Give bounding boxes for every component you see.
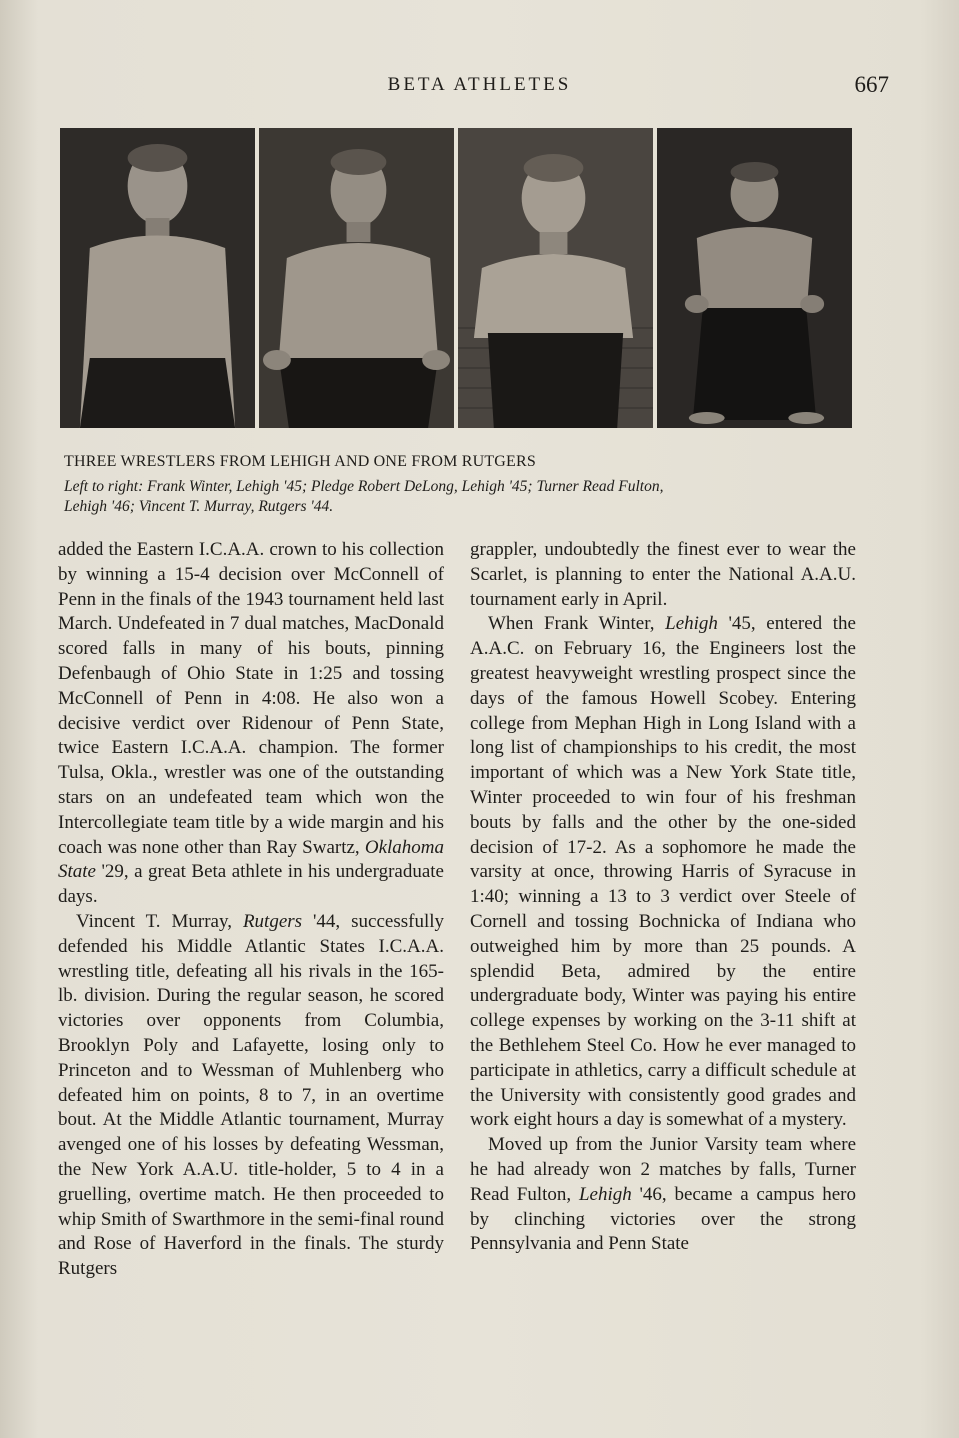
paragraph-text: '46, became a campus hero by clinching victories over the strong Pennsylvania and Penn State <box>470 1183 856 1255</box>
wrestler-photo-1 <box>60 128 255 428</box>
wrestler-photo-3 <box>458 128 653 428</box>
left-column <box>58 538 444 1282</box>
photo-turner-read-fulton <box>458 128 653 428</box>
page-number: 667 <box>854 72 889 97</box>
photo-vincent-murray <box>657 128 852 428</box>
caption-credits-line-1: Left to right: Frank Winter, Lehigh '45; Pledge Robert DeLong, Lehigh '45; Turner Read Fulton, <box>64 478 664 495</box>
school-name: Oklahoma State <box>58 836 444 883</box>
paragraph-macdonald <box>58 538 444 910</box>
wrestler-photo-2 <box>259 128 454 428</box>
paragraph-text: '44, successfully defended his Middle Atlantic States I.C.A.A. wrestling title, defeating all his rivals in the 165-lb. division. During the regular season, he scored victories over opponents from Columbia, Brooklyn Poly and Lafayette, losing only to Princeton and to Wessman of Muhlenberg who defeated him on points, 8 to 7, in an overtime bout. At the Middle Atlantic tournament, Murray avenged one of his losses by defeating Wessman, the New York A.A.U. title-holder, 5 to 4 in a gruelling, overtime match. He then proceeded to whip Smith of Swarthmore in the semi-final round and Rose of Haverford in the finals. The sturdy Rutgers <box>58 910 444 1280</box>
right-column <box>470 538 856 1257</box>
photo-frank-winter <box>60 128 255 428</box>
paragraph-winter <box>470 612 856 1133</box>
caption-title: THREE WRESTLERS FROM LEHIGH AND ONE FROM RUTGERS <box>64 453 536 470</box>
school-name: Rutgers <box>242 910 303 932</box>
paragraph-murray-continued: grappler, undoubtedly the finest ever to wear the Scarlet, is planning to enter the National A.A.U. tournament early in April. <box>470 539 856 610</box>
running-head <box>60 72 899 102</box>
paragraph-text: '29, a great Beta athlete in his undergraduate days. <box>58 861 444 908</box>
school-name: Lehigh <box>578 1183 632 1205</box>
paragraph-text: added the Eastern I.C.A.A. crown to his collection by winning a 15-4 decision over McConnell of Penn in the finals of the 1943 tournament held last March. Undefeated in 7 dual matches, MacDonald scored falls in many of his bouts, pinning Defenbaugh of Ohio State in 1:25 and tossing McConnell of Penn in 4:08. He also won a decisive verdict over Ridenour of Penn State, twice Eastern I.C.A.A. champion. The former Tulsa, Okla., wrestler was one of the outstanding stars on an undefeated team which won the Intercollegiate team title by a wide margin and his coach was none other than Ray Swartz, <box>58 539 444 858</box>
photo-caption <box>64 452 864 517</box>
school-name: Lehigh <box>665 613 718 635</box>
paragraph-murray <box>58 910 444 1282</box>
paragraph-text: When Frank Winter, <box>488 613 666 635</box>
paragraph-text: Vincent T. Murray, <box>76 910 243 932</box>
paragraph-text: Moved up from the Junior Varsity team where he had already won 2 matches by falls, Turner Read Fulton, <box>470 1134 856 1205</box>
caption-credits-line-2: Lehigh '46; Vincent T. Murray, Rutgers '44. <box>64 498 334 515</box>
photo-robert-delong <box>259 128 454 428</box>
paragraph-fulton <box>470 1133 856 1257</box>
wrestler-photo-4 <box>657 128 852 428</box>
running-title: BETA ATHLETES <box>387 74 572 95</box>
caption-credits <box>64 477 864 517</box>
paragraph-text: '45, entered the A.A.C. on February 16, the Engineers lost the greatest heavyweight wrestling prospect since the days of the famous Howell Scobey. Entering college from Mephan High in Long Island with a long list of championships to his credit, the most important of which was a New York State title, Winter proceeded to win four of his freshman bouts by falls and the other by the one-sided decision of 17-2. As a sophomore he made the varsity at once, throwing Harris of Syracuse in 1:40; winning a 13 to 3 verdict over Steele of Cornell and tossing Bochnicka of Indiana who outweighed him by more than 25 pounds. A splendid Beta, admired by the entire undergraduate body, Winter was paying his entire college expenses by working on the 3-11 shift at the Bethlehem Steel Co. How he ever managed to participate in athletics, carry a difficult schedule at the University with consistently good grades and work eight hours a day is somewhat of a mystery. <box>470 613 856 1131</box>
photo-strip <box>60 128 852 428</box>
